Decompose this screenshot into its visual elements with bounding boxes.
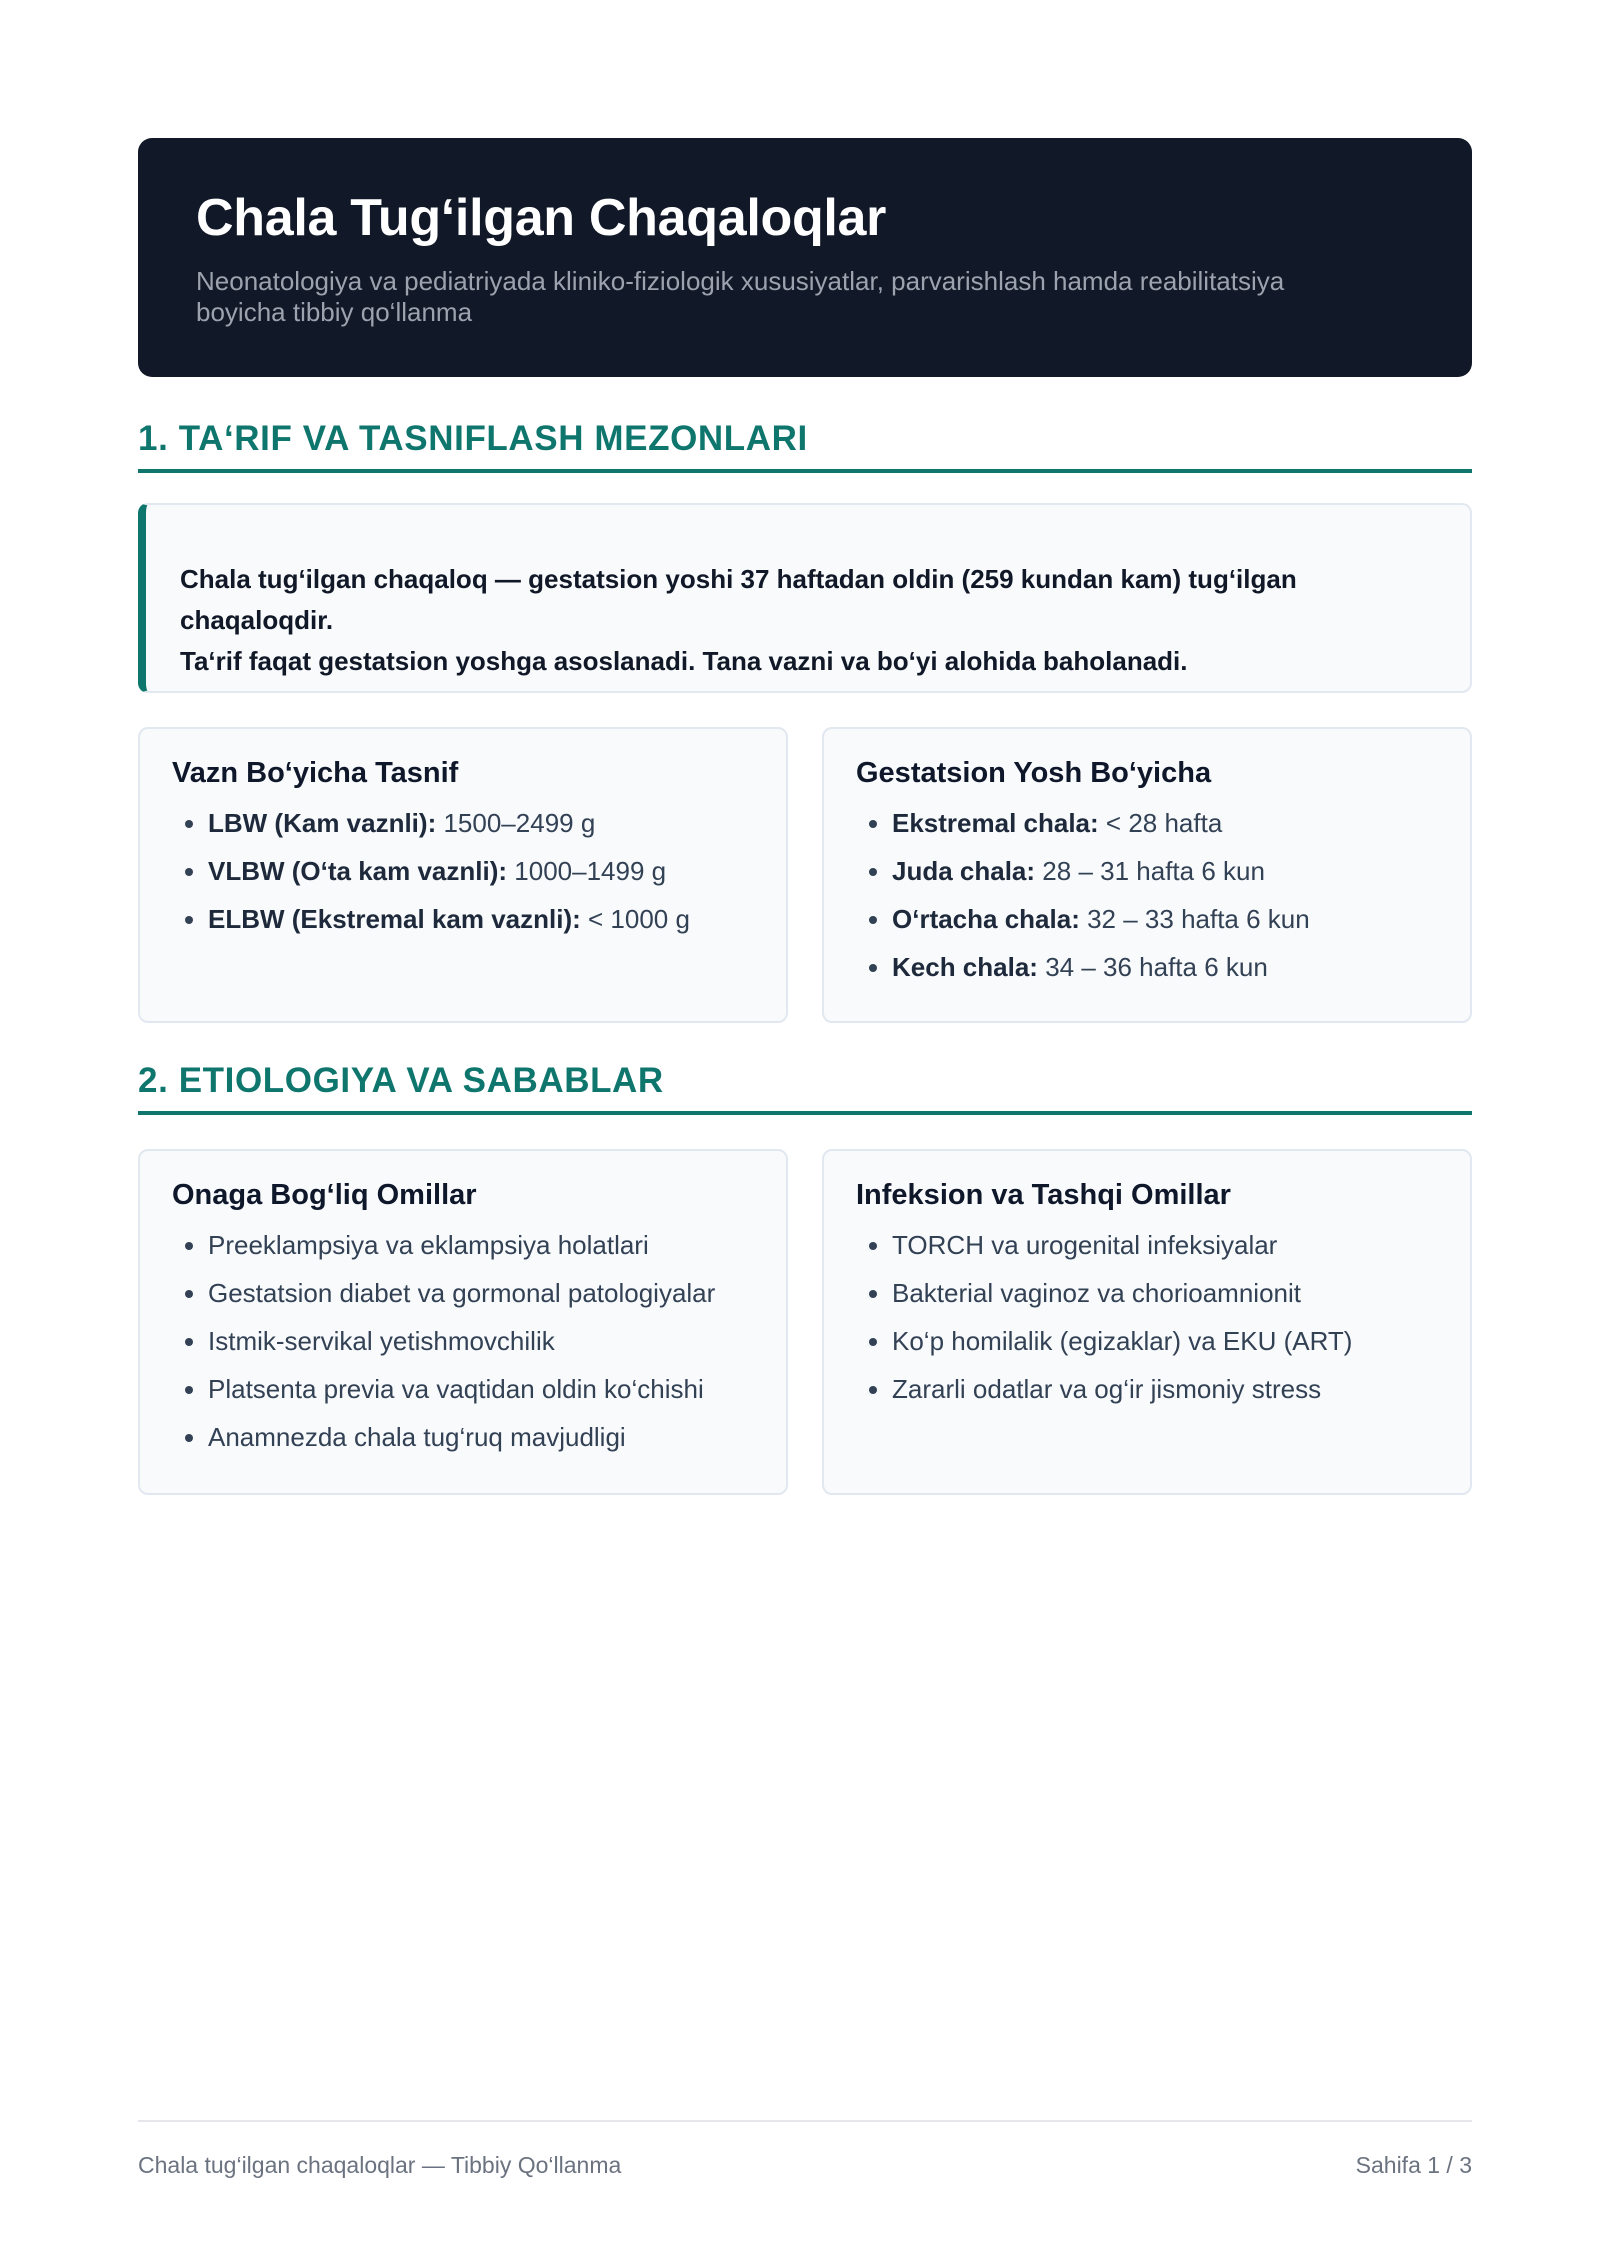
- section-title-definition: 1. TA‘RIF VA TASNIFLASH MEZONLARI: [138, 419, 1472, 473]
- etiology-grid: [138, 1149, 1472, 1495]
- card-title: Onaga Bog‘liq Omillar: [172, 1179, 477, 1211]
- list-item: [892, 904, 1438, 934]
- card-title: Infeksion va Tashqi Omillar: [856, 1179, 1231, 1211]
- list-item: [892, 808, 1438, 838]
- definition-callout: [138, 503, 1472, 693]
- list-item: • Platsenta previa va vaqtidan oldin ko‘chishi: [208, 1374, 754, 1404]
- item-value: 1500–2499 g: [443, 808, 596, 838]
- list-item: • TORCH va urogenital infeksiyalar: [892, 1230, 1438, 1260]
- maternal-factors-card: [138, 1149, 788, 1495]
- card-title: Gestatsion Yosh Bo‘yicha: [856, 757, 1212, 789]
- list-item: [208, 856, 754, 886]
- list-item: [892, 856, 1438, 886]
- list-item: • Gestatsion diabet va gormonal patologiyalar: [208, 1278, 754, 1308]
- list-item: • Anamnezda chala tug‘ruq mavjudligi: [208, 1422, 754, 1452]
- item-value: 34 – 36 hafta 6 kun: [1045, 952, 1268, 982]
- gestational-age-card: [822, 727, 1472, 1023]
- list-item: • Bakterial vaginoz va chorioamnionit: [892, 1278, 1438, 1308]
- item-value: < 28 hafta: [1105, 808, 1223, 838]
- callout-line: Chala tug‘ilgan chaqaloq — gestatsion yoshi 37 haftadan oldin (259 kundan kam) tug‘ilgan chaqaloqdir.: [180, 564, 1297, 635]
- document-page: [138, 138, 1472, 1495]
- item-value: 1000–1499 g: [514, 856, 667, 886]
- item-term: Juda chala:: [892, 856, 1036, 886]
- item-value: 32 – 33 hafta 6 kun: [1087, 904, 1310, 934]
- page-number: Sahifa 1 / 3: [1355, 2152, 1472, 2178]
- page-title: Chala Tug‘ilgan Chaqaloqlar: [196, 189, 887, 247]
- list-item: • Ko‘p homilalik (egizaklar) va EKU (ART): [892, 1326, 1438, 1356]
- list-item: [208, 904, 754, 934]
- card-title: Vazn Bo‘yicha Tasnif: [172, 757, 459, 789]
- list-item: [892, 952, 1438, 982]
- weight-list: [172, 808, 754, 934]
- item-term: O‘rtacha chala:: [892, 904, 1080, 934]
- weight-classification-card: [138, 727, 788, 1023]
- header-banner: [138, 138, 1472, 377]
- classification-grid: [138, 727, 1472, 1023]
- infection-factors-card: [822, 1149, 1472, 1495]
- callout-line: Ta‘rif faqat gestatsion yoshga asoslanadi. Tana vazni va bo‘yi alohida baholanadi.: [180, 646, 1188, 676]
- list-item: • Zararli odatlar va og‘ir jismoniy stress: [892, 1374, 1438, 1404]
- infection-list: [856, 1230, 1438, 1404]
- age-list: [856, 808, 1438, 982]
- list-item: • Istmik-servikal yetishmovchilik: [208, 1326, 754, 1356]
- footer-document-title: Chala tug‘ilgan chaqaloqlar — Tibbiy Qo‘llanma: [138, 2152, 622, 2178]
- item-term: ELBW (Ekstremal kam vaznli):: [208, 904, 581, 934]
- page-footer: [138, 2120, 1472, 2179]
- page-subtitle: Neonatologiya va pediatriyada kliniko-fiziologik xususiyatlar, parvarishlash hamda reabilitatsiya boyicha tibbiy qo‘llanma: [196, 266, 1285, 327]
- item-value: 28 – 31 hafta 6 kun: [1042, 856, 1265, 886]
- item-term: Kech chala:: [892, 952, 1038, 982]
- item-term: VLBW (O‘ta kam vaznli):: [208, 856, 508, 886]
- section-title-etiology: 2. ETIOLOGIYA VA SABABLAR: [138, 1061, 1472, 1115]
- item-term: LBW (Kam vaznli):: [208, 808, 437, 838]
- item-value: < 1000 g: [588, 904, 690, 934]
- item-term: Ekstremal chala:: [892, 808, 1099, 838]
- list-item: • Preeklampsiya va eklampsiya holatlari: [208, 1230, 754, 1260]
- maternal-list: [172, 1230, 754, 1452]
- list-item: [208, 808, 754, 838]
